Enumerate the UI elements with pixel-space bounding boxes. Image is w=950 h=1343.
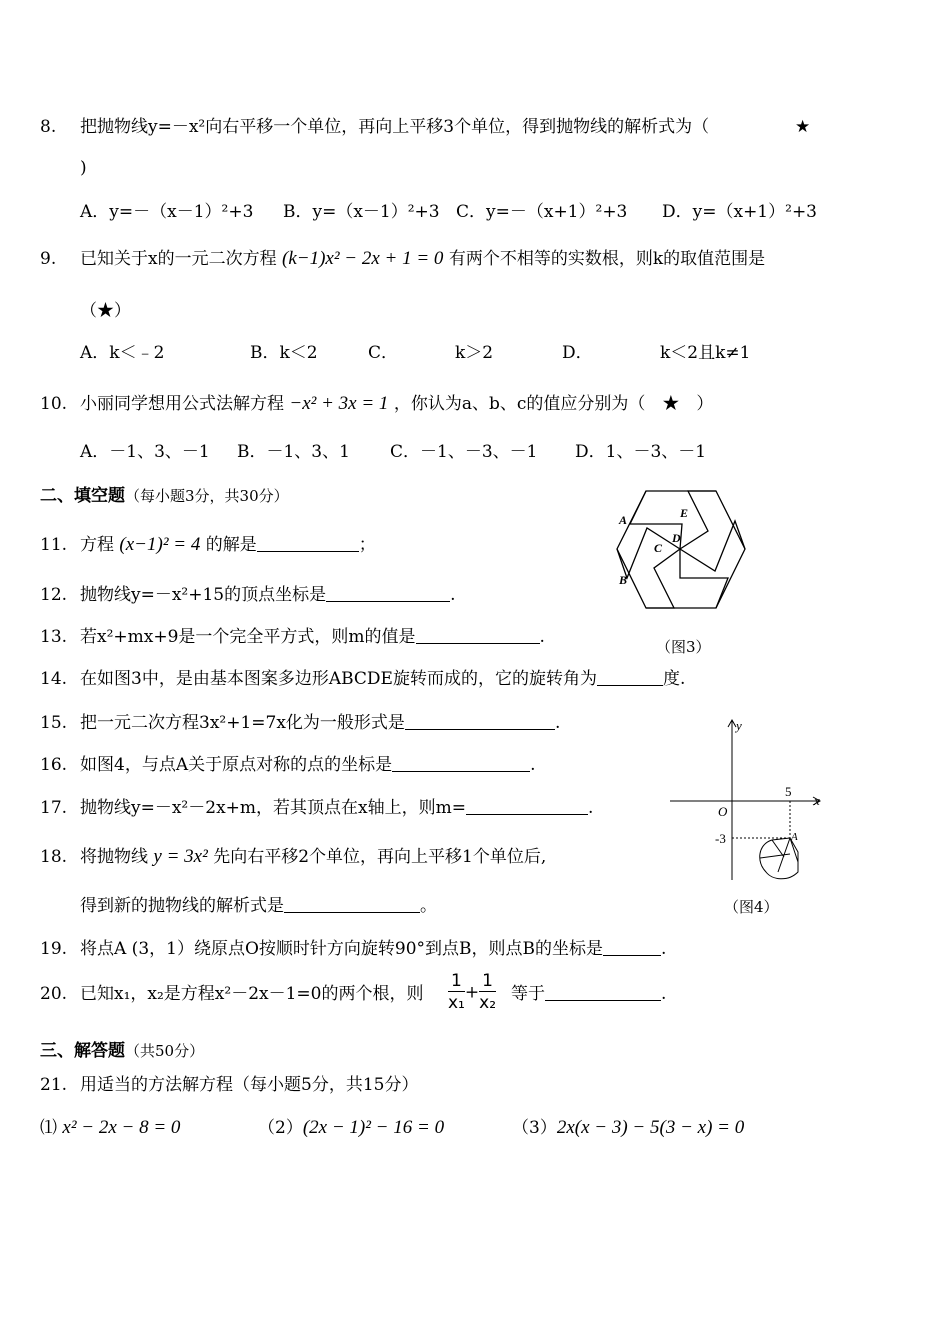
fraction: $\frac{1}{\text{x₁}}$ bbox=[448, 971, 465, 1013]
option-d: D．1、－3、－1 bbox=[575, 442, 707, 462]
section-3-heading: 三、解答题（共50分） bbox=[40, 1041, 205, 1061]
option-a: A．k＜﹣2 bbox=[80, 343, 165, 363]
y-label: y bbox=[736, 718, 742, 733]
option-b: B．－1、3、1 bbox=[237, 442, 350, 462]
answer-blank[interactable] bbox=[284, 896, 420, 913]
answer-blank[interactable] bbox=[545, 984, 661, 1001]
star-icon: （★） bbox=[80, 301, 131, 321]
answer-blank[interactable] bbox=[257, 535, 359, 552]
equation: y = 3x² bbox=[153, 846, 208, 867]
x-label: x bbox=[814, 793, 820, 808]
figure-4-coordinate-plane bbox=[660, 712, 840, 892]
answer-blank[interactable] bbox=[597, 669, 663, 686]
equation: (2x − 1)² − 16 = 0 bbox=[302, 1117, 445, 1138]
label-b: B bbox=[619, 573, 628, 587]
star-icon: ★ bbox=[795, 117, 811, 137]
answer-blank[interactable] bbox=[416, 627, 540, 644]
pinwheel-blade bbox=[617, 528, 680, 578]
origin-label: O bbox=[718, 804, 728, 819]
answer-blank[interactable] bbox=[392, 755, 530, 772]
option-b: B．k＜2 bbox=[250, 343, 318, 363]
answer-blank[interactable] bbox=[326, 585, 450, 602]
option-c-label: C． bbox=[368, 343, 399, 363]
answer-blank[interactable] bbox=[466, 798, 588, 815]
part-label: （2） bbox=[258, 1118, 303, 1138]
label-d: D bbox=[672, 531, 681, 545]
option-c: k＞2 bbox=[455, 343, 494, 363]
section-2-heading: 二、填空题（每小题3分，共30分） bbox=[40, 486, 289, 506]
option-c: C．y=－（x+1）²+3 bbox=[456, 202, 628, 222]
option-c: C．－1、－3、－1 bbox=[390, 442, 538, 462]
option-a: A．－1、3、－1 bbox=[80, 442, 210, 462]
tick-label-neg3: -3 bbox=[715, 831, 726, 846]
equation: (x−1)² = 4 bbox=[119, 534, 201, 555]
question-number: 8. bbox=[40, 117, 57, 137]
option-d: D．y=（x+1）²+3 bbox=[662, 202, 818, 222]
point-a-label: A bbox=[791, 831, 798, 843]
figure-4-caption: （图4） bbox=[724, 898, 779, 916]
equation: x² − 2x − 8 = 0 bbox=[62, 1117, 181, 1138]
equation: −x² + 3x = 1 bbox=[289, 393, 389, 414]
option-d: k＜2且k≠1 bbox=[660, 343, 751, 363]
label-a: A bbox=[619, 513, 628, 527]
equation: (k−1)x² − 2x + 1 = 0 bbox=[282, 248, 444, 269]
option-b: B．y=（x－1）²+3 bbox=[283, 202, 440, 222]
question-text: 把抛物线y=－x²向右平移一个单位，再向上平移3个单位，得到抛物线的解析式为（ bbox=[80, 117, 710, 137]
tick-label-5: 5 bbox=[785, 784, 792, 799]
question-20-end: 等于 . bbox=[511, 984, 667, 1004]
pinwheel-blade bbox=[646, 549, 680, 608]
fraction: $\frac{1}{\text{x₂}}$ bbox=[479, 971, 497, 1013]
equation: 2x(x − 3) − 5(3 − x) = 0 bbox=[556, 1117, 745, 1138]
answer-blank[interactable] bbox=[405, 713, 555, 730]
figure-3-pinwheel bbox=[610, 486, 750, 618]
figure-3-caption: （图3） bbox=[656, 638, 711, 656]
part-label: （3） bbox=[512, 1118, 557, 1138]
label-e: E bbox=[680, 506, 689, 520]
label-c: C bbox=[654, 541, 663, 555]
pinwheel-blade bbox=[680, 491, 716, 549]
reciprocal-sum: $\frac{1}{\text{x₁}}$ + $\frac{1}{\text{x₂}}$ bbox=[448, 971, 497, 1013]
part-label: ⑴ bbox=[40, 1118, 57, 1138]
answer-blank[interactable] bbox=[603, 939, 661, 956]
option-d-label: D． bbox=[562, 343, 593, 363]
option-a: A．y=－（x－1）²+3 bbox=[80, 202, 254, 222]
